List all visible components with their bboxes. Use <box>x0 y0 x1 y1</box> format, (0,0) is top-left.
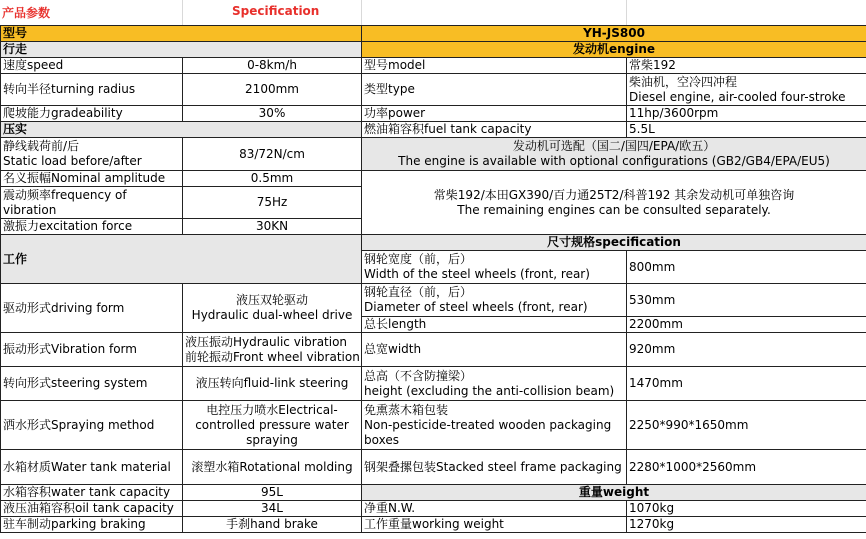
vibration-label: 振动形式Vibration form <box>1 333 183 367</box>
table-row <box>1 284 866 317</box>
steering-value: 液压转向fluid-link steering <box>183 367 362 401</box>
wheel-width-value: 800mm <box>627 251 866 284</box>
table-row <box>1 26 866 42</box>
static-load-value: 83/72N/cm <box>183 138 362 171</box>
working-weight-value: 1270kg <box>627 517 866 533</box>
fuel-value: 5.5L <box>627 122 866 138</box>
spec-table <box>0 25 866 533</box>
engine-alternatives-note: 常柴192/本田GX390/百力通25T2/科普192 其余发动机可单独咨询 The remaining engines can be consulted separately. <box>362 171 866 235</box>
net-weight-value: 1070kg <box>627 501 866 517</box>
grade-label: 爬坡能力gradeability <box>1 106 183 122</box>
net-weight-label: 净重N.W. <box>362 501 627 517</box>
table-row <box>1 122 866 138</box>
static-load-label: 静线载荷前/后 Static load before/after <box>1 138 183 171</box>
sheet-header <box>0 0 866 25</box>
water-tank-label: 水箱容积water tank capacity <box>1 485 183 501</box>
working-weight-label: 工作重量working weight <box>362 517 627 533</box>
packaging-wood-label: 免熏蒸木箱包装 Non-pesticide-treated wooden packaging boxes <box>362 401 627 450</box>
length-label: 总长length <box>362 317 627 333</box>
total-width-value: 920mm <box>627 333 866 367</box>
tank-material-value: 滚塑水箱Rotational molding <box>183 450 362 485</box>
engine-model-label: 型号model <box>362 58 627 74</box>
speed-value: 0-8km/h <box>183 58 362 74</box>
speed-label: 速度speed <box>1 58 183 74</box>
section-weight: 重量weight <box>362 485 866 501</box>
packaging-steel-value: 2280*1000*2560mm <box>627 450 866 485</box>
power-value: 11hp/3600rpm <box>627 106 866 122</box>
oil-tank-value: 34L <box>183 501 362 517</box>
total-width-label: 总宽width <box>362 333 627 367</box>
oil-tank-label: 液压油箱容积oil tank capacity <box>1 501 183 517</box>
parking-brake-value: 手刹hand brake <box>183 517 362 533</box>
section-work: 工作 <box>1 235 362 284</box>
engine-type-value: 柴油机，空冷四冲程 Diesel engine, air-cooled four-stroke <box>627 74 866 106</box>
length-value: 2200mm <box>627 317 866 333</box>
drive-label: 驱动形式driving form <box>1 284 183 333</box>
table-row <box>1 517 866 533</box>
frequency-label: 震动频率frequency of vibration <box>1 187 183 219</box>
packaging-wood-value: 2250*990*1650mm <box>627 401 866 450</box>
section-dimensions: 尺寸规格specification <box>362 235 866 251</box>
table-row <box>1 450 866 485</box>
table-row <box>1 501 866 517</box>
model-label: 型号 <box>1 26 362 42</box>
table-row <box>1 401 866 450</box>
parking-brake-label: 驻车制动parking braking <box>1 517 183 533</box>
height-value: 1470mm <box>627 367 866 401</box>
table-row <box>1 367 866 401</box>
tank-material-label: 水箱材质Water tank material <box>1 450 183 485</box>
excitation-label: 激振力excitation force <box>1 219 183 235</box>
table-row <box>1 106 866 122</box>
packaging-steel-label: 钢架叠摞包装Stacked steel frame packaging <box>362 450 627 485</box>
spraying-label: 洒水形式Spraying method <box>1 401 183 450</box>
excitation-value: 30KN <box>183 219 362 235</box>
wheel-width-label: 钢轮宽度（前，后） Width of the steel wheels (front, rear) <box>362 251 627 284</box>
vibration-value: 液压振动Hydraulic vibration 前轮振动Front wheel vibration <box>183 333 362 367</box>
table-row <box>1 333 866 367</box>
section-engine: 发动机engine <box>362 42 866 58</box>
engine-optional-note: 发动机可选配（国二/国四/EPA/欧五） The engine is available with optional configurations (GB2/GB4/EPA/EU5) <box>362 138 866 171</box>
header-divider <box>182 0 183 25</box>
header-product-params: 产品参数 <box>2 6 51 20</box>
amplitude-value: 0.5mm <box>183 171 362 187</box>
table-row <box>1 58 866 74</box>
turning-label: 转向半径turning radius <box>1 74 183 106</box>
engine-model-value: 常柴192 <box>627 58 866 74</box>
turning-value: 2100mm <box>183 74 362 106</box>
section-travel: 行走 <box>1 42 362 58</box>
table-row <box>1 171 866 187</box>
amplitude-label: 名义振幅Nominal amplitude <box>1 171 183 187</box>
steering-label: 转向形式steering system <box>1 367 183 401</box>
drive-value: 液压双轮驱动 Hydraulic dual-wheel drive <box>183 284 362 333</box>
power-label: 功率power <box>362 106 627 122</box>
section-compaction: 压实 <box>1 122 362 138</box>
spraying-value: 电控压力喷水Electrical- controlled pressure water spraying <box>183 401 362 450</box>
model-value: YH-JS800 <box>362 26 866 42</box>
height-label: 总高（不含防撞梁） height (excluding the anti-collision beam) <box>362 367 627 401</box>
wheel-diameter-label: 钢轮直径（前，后） Diameter of steel wheels (front, rear) <box>362 284 627 317</box>
fuel-label: 燃油箱容积fuel tank capacity <box>362 122 627 138</box>
table-row <box>1 74 866 106</box>
wheel-diameter-value: 530mm <box>627 284 866 317</box>
water-tank-value: 95L <box>183 485 362 501</box>
table-row <box>1 42 866 58</box>
header-specification: Specification <box>232 4 320 18</box>
table-row <box>1 485 866 501</box>
table-row <box>1 138 866 171</box>
header-divider <box>361 0 362 25</box>
frequency-value: 75Hz <box>183 187 362 219</box>
grade-value: 30% <box>183 106 362 122</box>
header-divider <box>626 0 627 25</box>
engine-type-label: 类型type <box>362 74 627 106</box>
table-row <box>1 235 866 251</box>
